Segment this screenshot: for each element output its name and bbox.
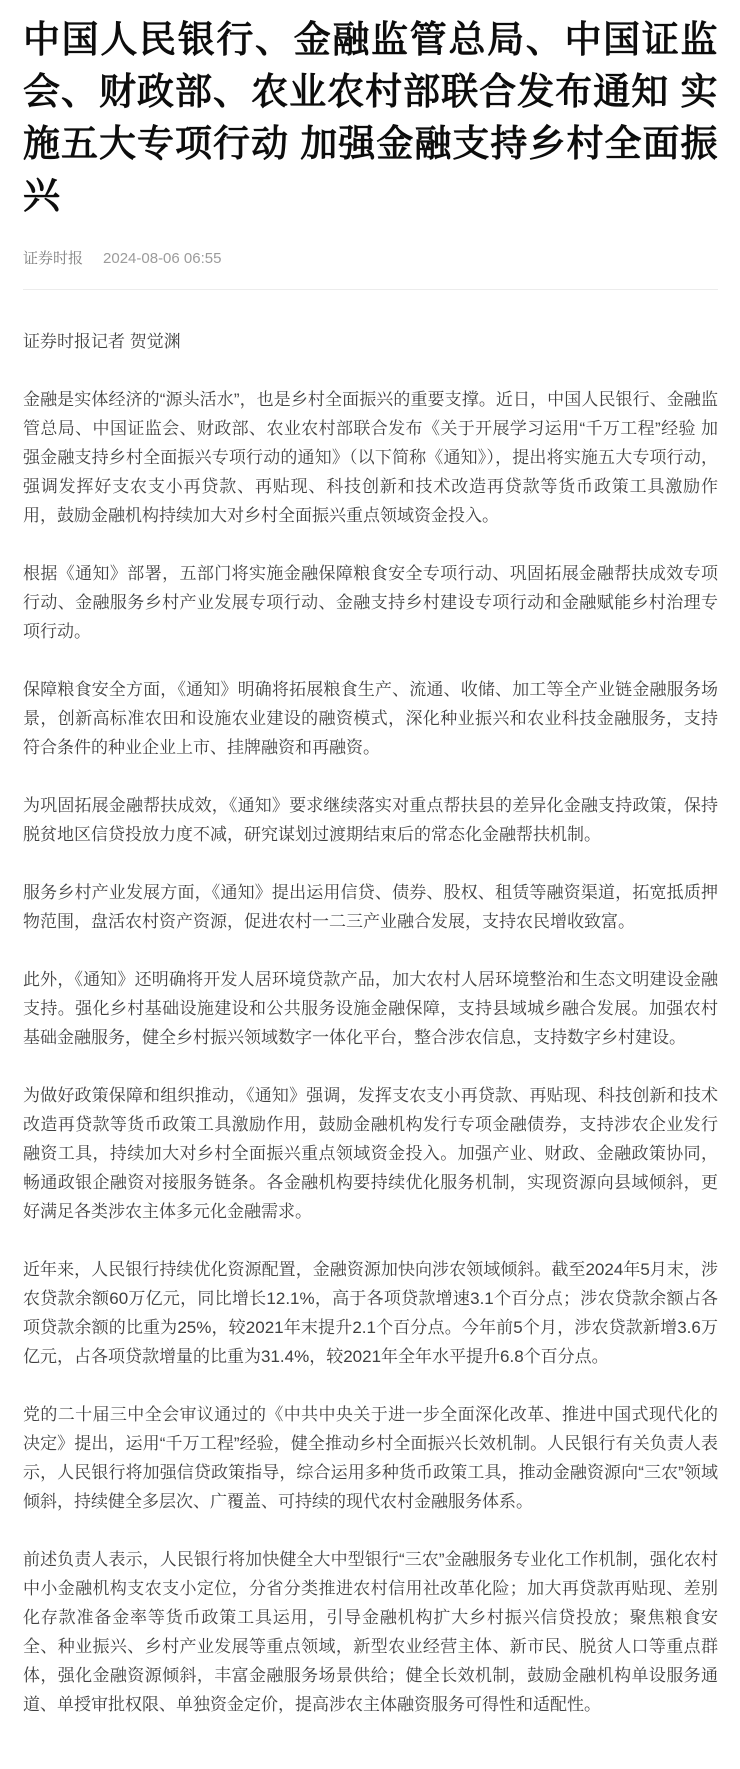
paragraph: 保障粮食安全方面，《通知》明确将拓展粮食生产、流通、收储、加工等全产业链金融服务场景，创新高标准农田和设施农业建设的融资模式，深化种业振兴和农业科技金融服务，支持符合条件的种业企业上市、挂牌融资和再融资。 (23, 679, 718, 757)
author-line: 证券时报记者 贺觉渊 (23, 331, 181, 351)
paragraph: 金融是实体经济的“源头活水”，也是乡村全面振兴的重要支撑。近日，中国人民银行、金融监管总局、中国证监会、财政部、农业农村部联合发布《关于开展学习运用“千万工程”经验 加强金融支持乡村全面振兴专项行动的通知》（以下简称《通知》），提出将实施五大专项行动，强调发挥好支农支小再贷款、再贴现、科技创新和技术改造再贷款等货币政策工具激励作用，鼓励金融机构持续加大对乡村全面振兴重点领域资金投入。 (23, 389, 718, 525)
publish-time: 2024-08-06 06:55 (103, 249, 222, 267)
paragraph: 前述负责人表示，人民银行将加快健全大中型银行“三农”金融服务专业化工作机制，强化农村中小金融机构支农支小定位，分省分类推进农村信用社改革化险；加大再贷款再贴现、差别化存款准备金率等货币政策工具运用，引导金融机构扩大乡村振兴信贷投放；聚焦粮食安全、种业振兴、乡村产业发展等重点领域，新型农业经营主体、新市民、脱贫人口等重点群体，强化金融资源倾斜，丰富金融服务场景供给；健全长效机制，鼓励金融机构单设服务通道、单授审批权限、单独资金定价，提高涉农主体融资服务可得性和适配性。 (23, 1549, 718, 1714)
paragraph: 此外，《通知》还明确将开发人居环境贷款产品，加大农村人居环境整治和生态文明建设金融支持。强化乡村基础设施建设和公共服务设施金融保障，支持县域城乡融合发展。加强农村基础金融服务，健全乡村振兴领域数字一体化平台，整合涉农信息，支持数字乡村建设。 (23, 969, 718, 1047)
article-page (0, 14, 740, 1769)
paragraph: 近年来，人民银行持续优化资源配置，金融资源加快向涉农领域倾斜。截至2024年5月末，涉农贷款余额60万亿元，同比增长12.1%，高于各项贷款增速3.1个百分点；涉农贷款余额占各项贷款余额的比重为25%，较2021年末提升2.1个百分点。今年前5个月，涉农贷款新增3.6万亿元，占各项贷款增量的比重为31.4%，较2021年全年水平提升6.8个百分点。 (23, 1259, 718, 1366)
paragraph: 为巩固拓展金融帮扶成效，《通知》要求继续落实对重点帮扶县的差异化金融支持政策，保持脱贫地区信贷投放力度不减，研究谋划过渡期结束后的常态化金融帮扶机制。 (23, 795, 718, 844)
article-source[interactable]: 证券时报 (23, 249, 84, 267)
article-body (0, 290, 740, 1766)
paragraph: 服务乡村产业发展方面，《通知》提出运用信贷、债券、股权、租赁等融资渠道，拓宽抵质押物范围，盘活农村资产资源，促进农村一二三产业融合发展，支持农民增收致富。 (23, 882, 718, 931)
paragraph: 党的二十届三中全会审议通过的《中共中央关于进一步全面深化改革、推进中国式现代化的决定》提出，运用“千万工程”经验，健全推动乡村全面振兴长效机制。人民银行有关负责人表示，人民银行将加强信贷政策指导，综合运用多种货币政策工具，推动金融资源向“三农”领域倾斜，持续健全多层次、广覆盖、可持续的现代农村金融服务体系。 (23, 1404, 718, 1511)
paragraph: 为做好政策保障和组织推动，《通知》强调，发挥支农支小再贷款、再贴现、科技创新和技术改造再贷款等货币政策工具激励作用，鼓励金融机构发行专项金融债券，支持涉农企业发行融资工具，持续加大对乡村全面振兴重点领域资金投入。加强产业、财政、金融政策协同，畅通政银企融资对接服务链条。各金融机构要持续优化服务机制，实现资源向县域倾斜，更好满足各类涉农主体多元化金融需求。 (23, 1085, 718, 1221)
article-meta (23, 247, 718, 268)
paragraph: 根据《通知》部署，五部门将实施金融保障粮食安全专项行动、巩固拓展金融帮扶成效专项行动、金融服务乡村产业发展专项行动、金融支持乡村建设专项行动和金融赋能乡村治理专项行动。 (23, 563, 718, 641)
article-title: 中国人民银行、金融监管总局、中国证监会、财政部、农业农村部联合发布通知 实施五大专项行动 加强金融支持乡村全面振兴 (23, 19, 718, 217)
